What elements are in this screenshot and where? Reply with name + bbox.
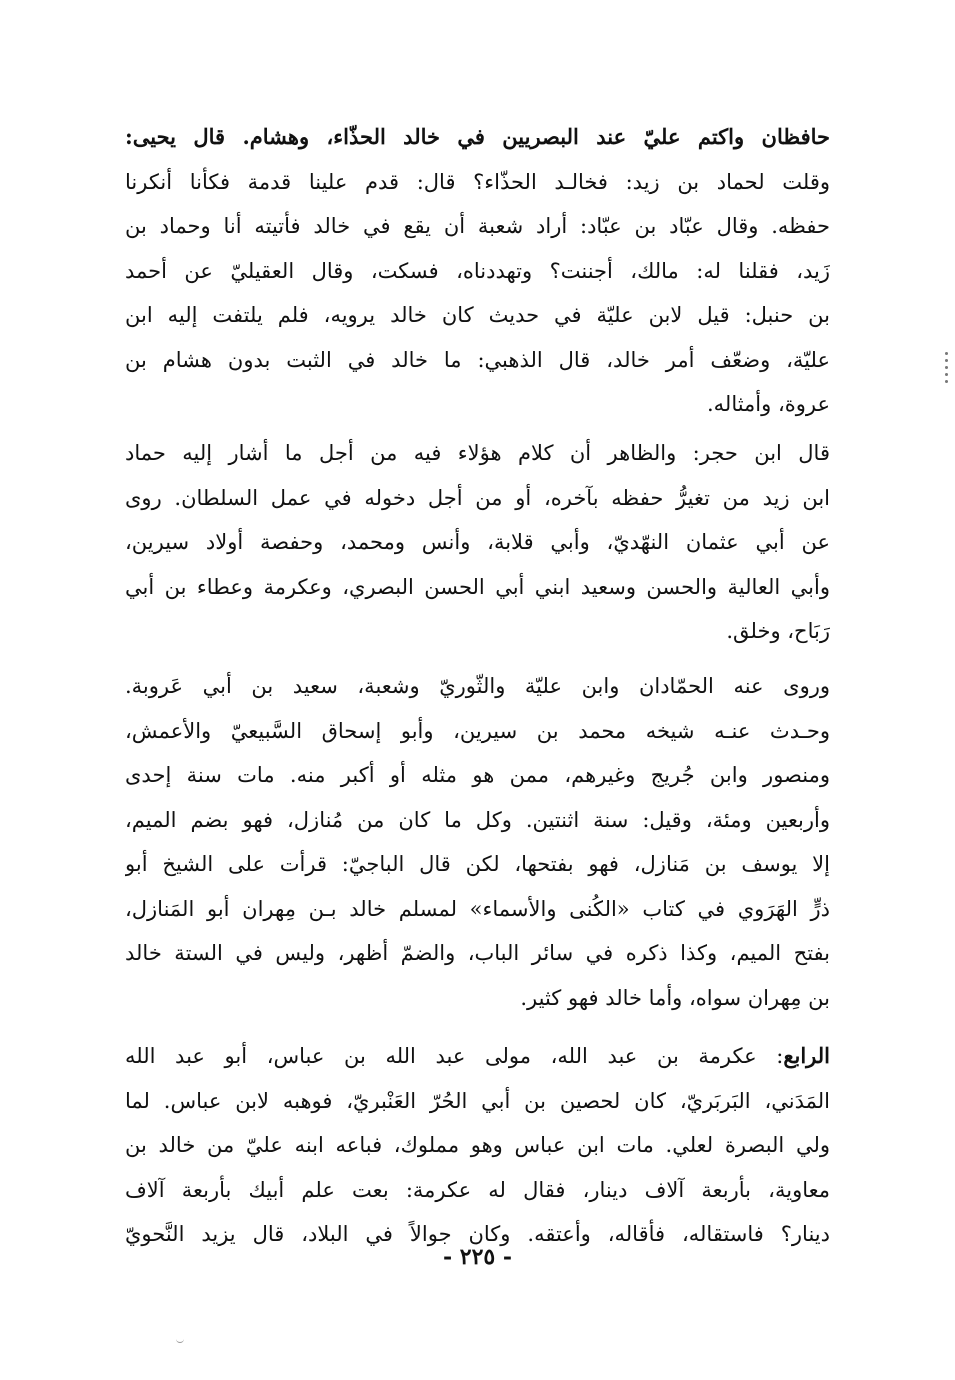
text-line: معاوية، بأربعة آلاف دينار، فقال له عكرمة: بعت علم أبيك بأربعة آلاف (125, 1177, 830, 1202)
text-line: وأبي العالية والحسن وسعيد ابني أبي الحسن البصري، وعكرمة وعطاء بن أبي (125, 574, 830, 599)
text-line: وقلت لحماد بن زيد: فخالـد الحذّاء؟ قال: قدم علينا قدمة فكأنا أنكرنا (125, 169, 830, 194)
text-line: ذرٍّ الهَرَوي في كتاب «الكُنى والأسماء» لمسلم خالد بـن مِهران أبو المَنازل، (125, 896, 830, 921)
text-line: ولي البصرة لعلي. مات ابن عباس وهو مملوك، فباعه ابنه عليّ من خالد بن (125, 1133, 830, 1157)
margin-ornament (942, 348, 950, 398)
paragraph-3 (125, 664, 830, 1020)
stray-mark (176, 1338, 184, 1343)
text-line: بفتح الميم، وكذا ذكره في سائر الباب، والضمّ أظهر، وليس في الستة خالد (125, 941, 830, 965)
text-line: دينار؟ فاستقاله، فأقاله، وأعتقه. وكان جوالاً في البلاد، قال يزيد النَّحويّ (125, 1222, 830, 1246)
text-line: إلا يوسف بن مَنازل، فهو بفتحها، لكن قال الباجيّ: قرأت على الشيخ أبو (125, 852, 830, 876)
text-line: وأربعين ومئة، وقيل: سنة اثنتين. وكل ما كان من مُنازل، فهو بضم الميم، (125, 807, 830, 832)
text-line: قال ابن حجر: والظاهر أن كلام هؤلاء فيه من أجل ما أشار إليه حماد (125, 441, 830, 465)
page-number: - ٢٢٥ - (442, 1244, 513, 1270)
paragraph-2 (125, 431, 830, 654)
text-line: زَيد، فقلنا له: مالك، أجننت؟ وتهددناه، فسكت، وقال العقيليّ عن أحمد (125, 258, 830, 283)
text-line: رَبَاح، وخلق. (726, 619, 830, 643)
text-line: عن أبي عثمان النهّديّ، وأبي قلابة، وأنس ومحمد، وحفصة أولاد سيرين، (125, 530, 830, 554)
paragraph-4 (125, 1034, 830, 1257)
text-line: الرابع: عكرمة بن عبد الله، مولى عبد الله بن عباس، أبو عبد الله (125, 1043, 830, 1068)
text-line: بن مِهران سواه، وأما خالد فهو كثير. (520, 985, 830, 1010)
text-line: حفظه. وقال عبّاد بن عبّاد: أراد شعبة أن يقع في خالد فأتيته أنا وحماد بن (125, 214, 830, 238)
text-line: حافظان واكتم عليّ عند البصريين في خالد الحذّاء، وهشام. قال يحيى: (125, 124, 830, 149)
text-line: عروة، وأمثاله. (706, 392, 830, 416)
lead-word: الرابع (783, 1043, 830, 1068)
text-line: وروى عنه الحمّادان وابن عليّة والثّوريّ وشعبة، سعيد بن أبي عَروبة. (125, 674, 830, 698)
text-line: المَدَني، البَربَريّ، كان لحصين بن أبي الحُرّ العَنْبريّ، فوهبه لابن عباس. لما (125, 1088, 830, 1113)
text-line: بن حنبل: قيل لابن عليّة في حديث كان خالد يرويه، فلم يلتفت إليه ابن (125, 303, 830, 327)
text-line: ابن زيد من تغيرُّ حفظه بآخره، أو من أجل دخوله في عمل السلطان. روى (125, 485, 830, 510)
text-line: عليّة، وضعّف أمر خالد، قال الذهبي: ما خالد في الثبت بدون هشام بن (125, 347, 830, 372)
text-line: وحـدث عنـه شيخه محمد بن سيرين، وأبو إسحاق السَّبيعيّ والأعمش، (125, 718, 830, 743)
paragraph-1 (125, 115, 830, 427)
text-line: ومنصور وابن جُريج وغيرهم، ممن هو مثله أو أكبر منه. مات سنة إحدى (125, 763, 830, 787)
